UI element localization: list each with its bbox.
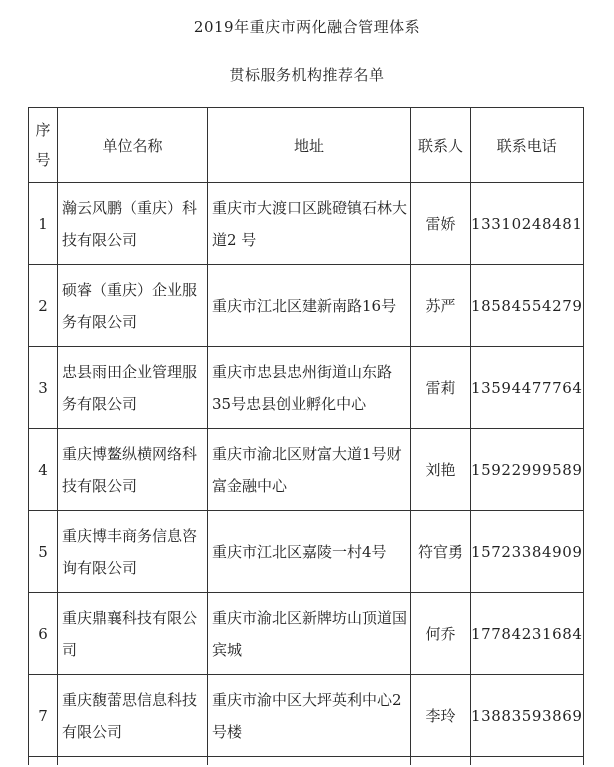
row-contact: 雷娇 bbox=[411, 183, 471, 265]
row-index: 7 bbox=[29, 675, 58, 757]
row-index: 4 bbox=[29, 429, 58, 511]
row-unit-name: 重庆馥蕾思信息科技有限公司 bbox=[58, 675, 208, 757]
row-contact: 何乔 bbox=[411, 593, 471, 675]
row-index: 6 bbox=[29, 593, 58, 675]
header-unit-name: 单位名称 bbox=[58, 108, 208, 183]
header-index bbox=[29, 108, 58, 183]
row-unit-name: 硕睿（重庆）企业服务有限公司 bbox=[58, 265, 208, 347]
header-index-line1: 序 bbox=[35, 121, 51, 139]
cutoff-cell bbox=[29, 757, 58, 766]
table-row bbox=[29, 675, 584, 757]
document-title: 2019年重庆市两化融合管理体系 bbox=[193, 18, 421, 36]
row-phone: 13310248481 bbox=[471, 183, 584, 265]
row-unit-name: 重庆博鳌纵横网络科技有限公司 bbox=[58, 429, 208, 511]
row-address: 重庆市渝中区大坪英利中心2号楼 bbox=[208, 675, 411, 757]
header-phone: 联系电话 bbox=[471, 108, 584, 183]
row-index: 3 bbox=[29, 347, 58, 429]
row-phone: 15922999589 bbox=[471, 429, 584, 511]
row-contact: 苏严 bbox=[411, 265, 471, 347]
row-address: 重庆市渝北区新牌坊山顶道国宾城 bbox=[208, 593, 411, 675]
table-row bbox=[29, 347, 584, 429]
document-subtitle: 贯标服务机构推荐名单 bbox=[229, 66, 385, 84]
row-address: 重庆市忠县忠州街道山东路35号忠县创业孵化中心 bbox=[208, 347, 411, 429]
cutoff-cell bbox=[208, 757, 411, 766]
row-address: 重庆市江北区嘉陵一村4号 bbox=[208, 511, 411, 593]
row-index: 1 bbox=[29, 183, 58, 265]
row-index: 5 bbox=[29, 511, 58, 593]
row-address: 重庆市大渡口区跳磴镇石林大道2 号 bbox=[208, 183, 411, 265]
cutoff-cell bbox=[58, 757, 208, 766]
header-index-line2: 号 bbox=[35, 151, 51, 169]
agency-table bbox=[28, 107, 584, 765]
cutoff-cell bbox=[471, 757, 584, 766]
row-contact: 符官勇 bbox=[411, 511, 471, 593]
header-address: 地址 bbox=[208, 108, 411, 183]
table-row bbox=[29, 265, 584, 347]
table-row bbox=[29, 593, 584, 675]
row-contact: 雷莉 bbox=[411, 347, 471, 429]
row-unit-name: 重庆鼎襄科技有限公司 bbox=[58, 593, 208, 675]
row-unit-name: 瀚云风鹏（重庆）科技有限公司 bbox=[58, 183, 208, 265]
row-phone: 18584554279 bbox=[471, 265, 584, 347]
row-unit-name: 重庆博丰商务信息咨询有限公司 bbox=[58, 511, 208, 593]
row-phone: 13883593869 bbox=[471, 675, 584, 757]
table-row bbox=[29, 429, 584, 511]
table-row bbox=[29, 511, 584, 593]
row-address: 重庆市渝北区财富大道1号财富金融中心 bbox=[208, 429, 411, 511]
row-phone: 17784231684 bbox=[471, 593, 584, 675]
row-phone: 13594477764 bbox=[471, 347, 584, 429]
cutoff-cell bbox=[411, 757, 471, 766]
row-phone: 15723384909 bbox=[471, 511, 584, 593]
row-unit-name: 忠县雨田企业管理服务有限公司 bbox=[58, 347, 208, 429]
table-row-cutoff bbox=[29, 757, 584, 766]
row-address: 重庆市江北区建新南路16号 bbox=[208, 265, 411, 347]
row-contact: 刘艳 bbox=[411, 429, 471, 511]
row-index: 2 bbox=[29, 265, 58, 347]
header-contact: 联系人 bbox=[411, 108, 471, 183]
table-row bbox=[29, 183, 584, 265]
table-header-row bbox=[29, 108, 584, 183]
row-contact: 李玲 bbox=[411, 675, 471, 757]
